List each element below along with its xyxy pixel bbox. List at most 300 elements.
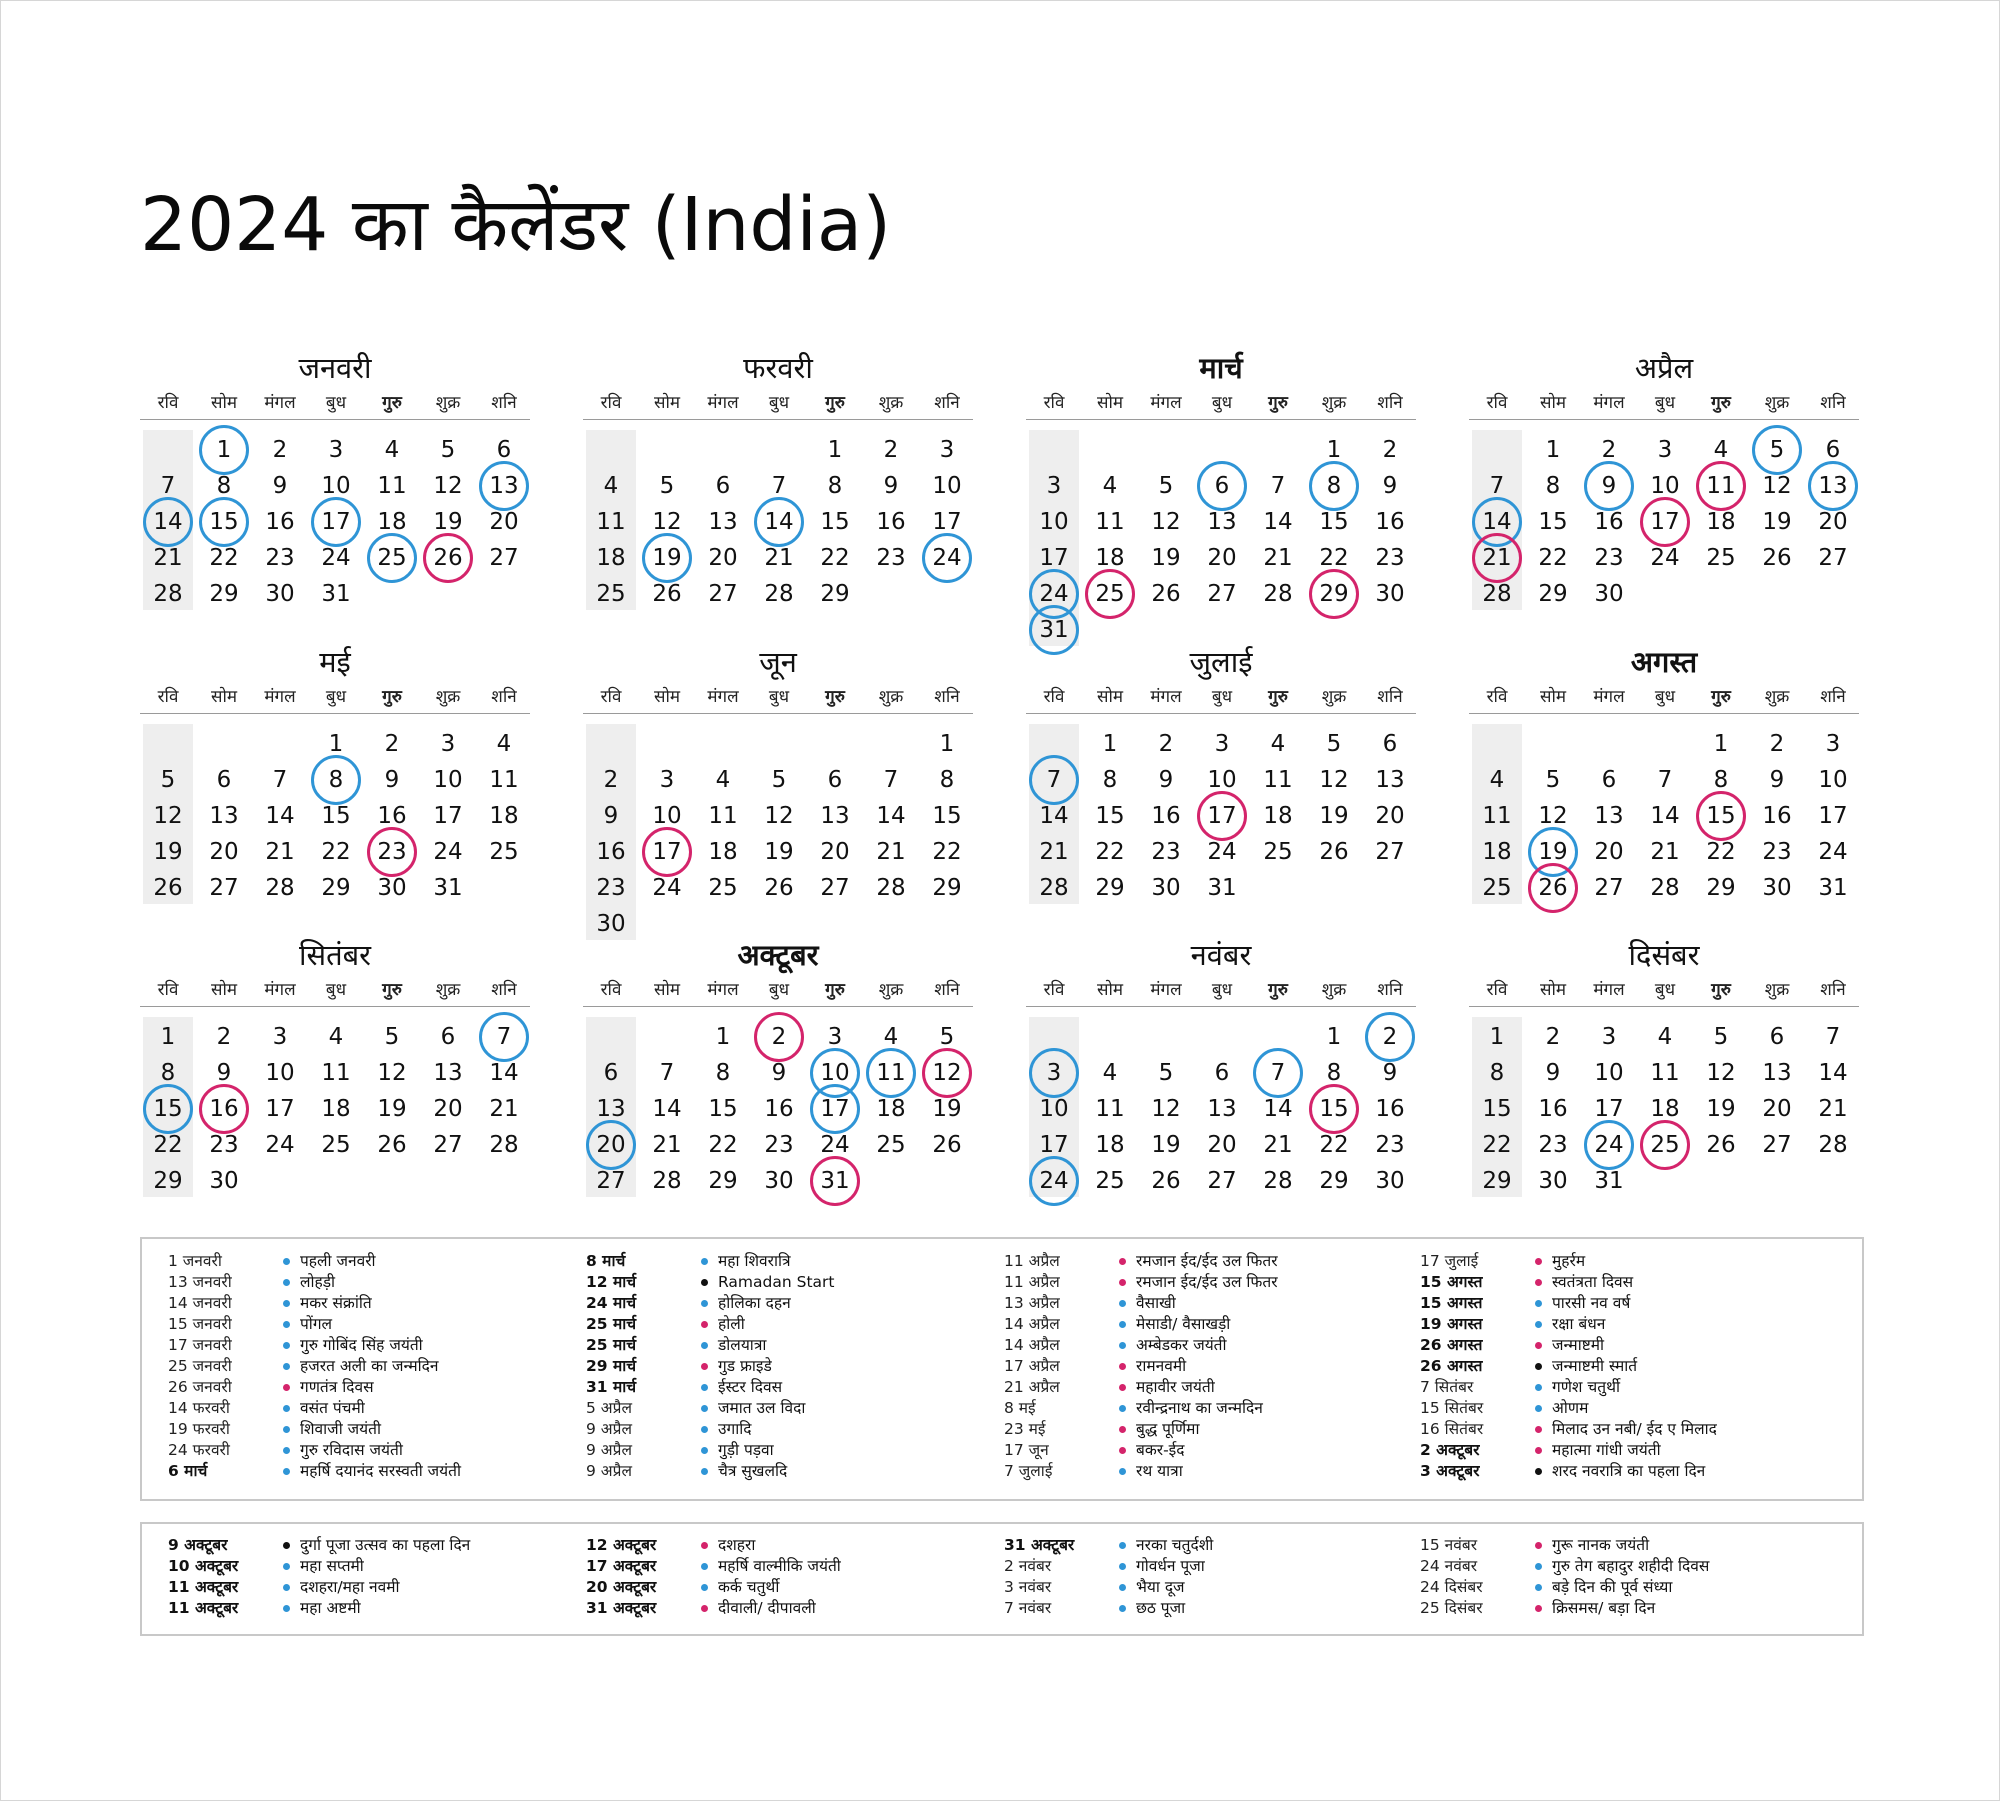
day-cell: 24 [820,1132,850,1158]
holiday-name: गणतंत्र दिवस [300,1378,374,1396]
weekday-label: बुध [768,393,790,413]
weekday-label: मंगल [1150,687,1182,707]
day-cell: 9 [1158,767,1174,793]
day-cell: 11 [708,803,738,829]
weekday-label: सोम [1539,980,1567,1000]
day-cell: 8 [939,767,955,793]
day-cell: 28 [652,1168,682,1194]
holiday-name: डोलयात्रा [718,1336,767,1354]
day-cell: 19 [377,1096,407,1122]
weekday-label: गुरु [1711,393,1731,413]
weekday-label: गुरु [1268,687,1288,707]
holiday-dot [1119,1605,1126,1612]
holiday-dot [1535,1605,1542,1612]
month-5 [140,642,530,932]
holiday-date: 24 फरवरी [168,1441,230,1459]
weekday-label: शुक्र [1321,980,1347,1000]
holiday-name: मकर संक्रांति [300,1294,372,1312]
holiday-date: 13 अप्रैल [1004,1294,1060,1312]
holiday-dot [1535,1447,1542,1454]
holiday-name: दशहरा/महा नवमी [300,1578,400,1596]
day-cell: 21 [652,1132,682,1158]
day-cell: 6 [1601,767,1617,793]
weekday-label: शनि [934,687,960,707]
day-cell: 26 [1319,839,1349,865]
day-cell: 21 [265,839,295,865]
holiday-date: 1 जनवरी [168,1252,222,1270]
day-cell: 16 [1594,509,1624,535]
day-cell: 6 [1194,468,1250,504]
day-cell: 14 [1039,803,1069,829]
day-cell: 21 [1650,839,1680,865]
day-cell: 12 [1538,803,1568,829]
day-cell: 27 [1762,1132,1792,1158]
holiday-date: 15 सितंबर [1420,1399,1484,1417]
day-cell: 27 [1818,545,1848,571]
day-cell: 23 [1762,839,1792,865]
day-cell: 29 [209,581,239,607]
holiday-dot [1535,1342,1542,1349]
holiday-name: बकर-ईद [1136,1441,1185,1459]
day-cell: 16 [1375,509,1405,535]
day-cell: 14 [140,504,196,540]
holiday-date: 17 जुलाई [1420,1252,1479,1270]
day-cell: 23 [209,1132,239,1158]
day-cell: 6 [827,767,843,793]
day-cell: 16 [377,803,407,829]
holiday-date: 24 दिसंबर [1420,1578,1483,1596]
day-cell: 27 [1375,839,1405,865]
day-cell: 25 [364,540,420,576]
weekday-label: शुक्र [878,980,904,1000]
holiday-name: गोवर्धन पूजा [1136,1557,1205,1575]
day-cell: 24 [1581,1127,1637,1163]
holiday-name: महा अष्टमी [300,1599,361,1617]
day-cell: 9 [603,803,619,829]
day-cell: 27 [433,1132,463,1158]
day-cell: 3 [1026,1055,1082,1091]
day-cell: 1 [1713,731,1729,757]
day-cell: 21 [489,1096,519,1122]
day-cell: 29 [1482,1168,1512,1194]
weekday-label: मंगल [1593,980,1625,1000]
holiday-name: दुर्गा पूजा उत्सव का पहला दिन [300,1536,471,1554]
weekday-label: सोम [1096,393,1124,413]
holiday-dot [701,1605,708,1612]
day-cell: 5 [1749,432,1805,468]
day-cell: 11 [489,767,519,793]
holiday-date: 14 अप्रैल [1004,1336,1060,1354]
day-cell: 20 [1594,839,1624,865]
holiday-date: 3 नवंबर [1004,1578,1052,1596]
holiday-name: गुरू नानक जयंती [1552,1536,1650,1554]
holiday-dot [701,1584,708,1591]
month-2 [583,348,973,638]
day-cell: 31 [1818,875,1848,901]
day-cell: 9 [216,1060,232,1086]
holiday-name: गुरु रविदास जयंती [300,1441,403,1459]
day-cell: 5 [440,437,456,463]
day-cell: 29 [820,581,850,607]
day-cell: 30 [265,581,295,607]
holiday-date: 2 अक्टूबर [1420,1441,1480,1459]
holiday-date: 7 जुलाई [1004,1462,1053,1480]
day-cell: 1 [160,1024,176,1050]
holiday-name: रमजान ईद/ईद उल फितर [1136,1252,1278,1270]
holiday-dot [1119,1342,1126,1349]
header-rule [1026,713,1416,714]
day-cell: 1 [1102,731,1118,757]
day-cell: 7 [883,767,899,793]
day-cell: 18 [1095,545,1125,571]
day-cell: 11 [1263,767,1293,793]
day-cell: 25 [708,875,738,901]
month-8 [1469,642,1859,932]
day-cell: 30 [764,1168,794,1194]
header-rule [1469,713,1859,714]
day-cell: 13 [1207,1096,1237,1122]
day-cell: 2 [1769,731,1785,757]
holiday-name: रामनवमी [1136,1357,1187,1375]
day-cell: 21 [876,839,906,865]
holiday-name: रक्षा बंधन [1552,1315,1606,1333]
holiday-list-extra [140,1522,1864,1636]
day-cell: 20 [820,839,850,865]
weekday-label: मंगल [1150,393,1182,413]
day-cell: 22 [209,545,239,571]
holiday-name: गणेश चतुर्थी [1552,1378,1620,1396]
holiday-dot [701,1300,708,1307]
holiday-name: महात्मा गांधी जयंती [1552,1441,1661,1459]
holiday-name: बुद्ध पूर्णिमा [1136,1420,1200,1438]
day-cell: 10 [1594,1060,1624,1086]
holiday-name: हजरत अली का जन्मदिन [300,1357,439,1375]
weekday-label: शनि [934,393,960,413]
holiday-dot [701,1426,708,1433]
day-cell: 10 [1039,1096,1069,1122]
day-cell: 14 [876,803,906,829]
day-cell: 1 [196,432,252,468]
weekday-label: सोम [1096,980,1124,1000]
holiday-name: गुरु गोबिंद सिंह जयंती [300,1336,423,1354]
weekday-label: मंगल [264,980,296,1000]
holiday-name: शिवाजी जयंती [300,1420,381,1438]
holiday-dot [1535,1563,1542,1570]
weekday-label: रवि [157,980,179,1000]
month-11 [1026,935,1416,1225]
month-9 [140,935,530,1225]
day-cell: 1 [1326,437,1342,463]
weekday-label: गुरु [1711,980,1731,1000]
day-cell: 31 [807,1163,863,1199]
day-cell: 14 [1469,504,1525,540]
holiday-dot [1535,1426,1542,1433]
day-cell: 14 [265,803,295,829]
holiday-date: 26 अगस्त [1420,1357,1483,1375]
day-cell: 8 [1326,1060,1342,1086]
holiday-dot [1535,1405,1542,1412]
weekday-label: शुक्र [1764,980,1790,1000]
day-cell: 16 [596,839,626,865]
holiday-date: 25 मार्च [586,1315,637,1333]
day-cell: 9 [1382,1060,1398,1086]
day-cell: 30 [377,875,407,901]
holiday-date: 15 जनवरी [168,1315,232,1333]
holiday-dot [1535,1384,1542,1391]
day-cell: 18 [377,509,407,535]
holiday-name: Ramadan Start [718,1273,835,1291]
holiday-name: कर्क चतुर्थी [718,1578,780,1596]
holiday-dot [283,1405,290,1412]
weekday-label: गुरु [1711,687,1731,707]
day-cell: 2 [1545,1024,1561,1050]
day-cell: 19 [1151,1132,1181,1158]
weekday-label: बुध [325,393,347,413]
weekday-label: शनि [491,980,517,1000]
day-cell: 2 [603,767,619,793]
day-cell: 3 [939,437,955,463]
weekday-label: शनि [1820,393,1846,413]
day-cell: 25 [1082,576,1138,612]
holiday-date: 3 अक्टूबर [1420,1462,1480,1480]
weekday-label: रवि [1486,393,1508,413]
holiday-name: महर्षि दयानंद सरस्वती जयंती [300,1462,461,1480]
day-cell: 27 [708,581,738,607]
day-cell: 12 [1319,767,1349,793]
day-cell: 22 [820,545,850,571]
holiday-name: जन्माष्टमी स्मार्त [1552,1357,1638,1375]
day-cell: 18 [321,1096,351,1122]
day-cell: 17 [1039,545,1069,571]
weekday-label: सोम [210,393,238,413]
day-cell: 10 [1818,767,1848,793]
day-cell: 11 [1095,1096,1125,1122]
day-cell: 4 [384,437,400,463]
day-cell: 2 [751,1019,807,1055]
day-cell: 14 [1650,803,1680,829]
day-cell: 24 [1207,839,1237,865]
day-cell: 5 [1326,731,1342,757]
holiday-date: 17 जनवरी [168,1336,232,1354]
day-cell: 28 [876,875,906,901]
day-cell: 19 [1151,545,1181,571]
day-cell: 10 [807,1055,863,1091]
day-cell: 22 [1706,839,1736,865]
month-3 [1026,348,1416,643]
holiday-date: 25 जनवरी [168,1357,232,1375]
day-cell: 20 [1207,1132,1237,1158]
day-cell: 8 [1306,468,1362,504]
day-cell: 21 [1039,839,1069,865]
day-cell: 17 [265,1096,295,1122]
day-cell: 9 [883,473,899,499]
holiday-name: रथ यात्रा [1136,1462,1183,1480]
day-cell: 2 [1362,1019,1418,1055]
day-cell: 23 [876,545,906,571]
header-rule [1469,1006,1859,1007]
day-cell: 26 [1706,1132,1736,1158]
day-cell: 15 [1538,509,1568,535]
day-cell: 22 [1482,1132,1512,1158]
holiday-dot [701,1363,708,1370]
day-cell: 22 [153,1132,183,1158]
month-7 [1026,642,1416,932]
weekday-label: शुक्र [435,393,461,413]
holiday-name: मेसाडी/ वैसाखड़ी [1136,1315,1231,1333]
holiday-dot [1119,1384,1126,1391]
holiday-name: चैत्र सुखलदि [718,1462,788,1480]
day-cell: 9 [1769,767,1785,793]
holiday-name: जन्माष्टमी [1552,1336,1605,1354]
holiday-dot [1119,1542,1126,1549]
day-cell: 7 [476,1019,532,1055]
day-cell: 1 [1545,437,1561,463]
weekday-label: सोम [1096,687,1124,707]
day-cell: 31 [321,581,351,607]
header-rule [140,419,530,420]
day-cell: 14 [1818,1060,1848,1086]
day-cell: 7 [1250,1055,1306,1091]
day-cell: 16 [1375,1096,1405,1122]
holiday-name: महा शिवरात्रि [718,1252,791,1270]
day-cell: 3 [1046,473,1062,499]
day-cell: 12 [1151,509,1181,535]
day-cell: 3 [1214,731,1230,757]
day-cell: 23 [1375,545,1405,571]
holiday-name: मिलाद उन नबी/ ईद ए मिलाद [1552,1420,1717,1438]
month-name: जनवरी [298,351,372,385]
header-rule [1469,419,1859,420]
holiday-date: 24 नवंबर [1420,1557,1478,1575]
day-cell: 10 [1039,509,1069,535]
day-cell: 11 [863,1055,919,1091]
weekday-label: शनि [1377,687,1403,707]
day-cell: 18 [489,803,519,829]
holiday-name: अम्बेडकर जयंती [1136,1336,1227,1354]
weekday-label: सोम [653,980,681,1000]
holiday-name: पारसी नव वर्ष [1552,1294,1631,1312]
holiday-dot [1535,1300,1542,1307]
day-cell: 29 [1319,1168,1349,1194]
day-cell: 11 [377,473,407,499]
holiday-dot [283,1363,290,1370]
weekday-label: सोम [210,687,238,707]
weekday-label: बुध [1654,393,1676,413]
day-cell: 20 [1818,509,1848,535]
day-cell: 25 [1637,1127,1693,1163]
holiday-dot [701,1563,708,1570]
day-cell: 8 [1713,767,1729,793]
day-cell: 15 [708,1096,738,1122]
day-cell: 20 [1762,1096,1792,1122]
weekday-label: रवि [157,393,179,413]
holiday-date: 29 मार्च [586,1357,637,1375]
holiday-name: बड़े दिन की पूर्व संध्या [1552,1578,1673,1596]
day-cell: 18 [708,839,738,865]
day-cell: 25 [596,581,626,607]
day-cell: 16 [1151,803,1181,829]
day-cell: 29 [1538,581,1568,607]
holiday-dot [701,1384,708,1391]
day-cell: 3 [659,767,675,793]
day-cell: 24 [433,839,463,865]
holiday-dot [283,1426,290,1433]
day-cell: 12 [1706,1060,1736,1086]
weekday-label: शुक्र [1321,393,1347,413]
day-cell: 5 [659,473,675,499]
holiday-name: उगादि [718,1420,752,1438]
holiday-dot [1535,1584,1542,1591]
month-12 [1469,935,1859,1225]
day-cell: 13 [209,803,239,829]
month-4 [1469,348,1859,638]
day-cell: 2 [1382,437,1398,463]
holiday-date: 2 नवंबर [1004,1557,1052,1575]
day-cell: 19 [764,839,794,865]
holiday-date: 15 अगस्त [1420,1294,1483,1312]
header-rule [1026,419,1416,420]
weekday-label: बुध [1654,980,1676,1000]
month-name: अक्टूबर [737,938,819,972]
holiday-dot [701,1321,708,1328]
day-cell: 23 [1151,839,1181,865]
day-cell: 27 [1207,581,1237,607]
day-cell: 6 [216,767,232,793]
day-cell: 15 [932,803,962,829]
weekday-label: गुरु [382,980,402,1000]
day-cell: 4 [1102,473,1118,499]
day-cell: 21 [1469,540,1525,576]
holiday-dot [701,1342,708,1349]
day-cell: 4 [1270,731,1286,757]
day-cell: 8 [308,762,364,798]
holiday-name: वसंत पंचमी [300,1399,365,1417]
weekday-label: बुध [1211,687,1233,707]
weekday-label: रवि [1486,980,1508,1000]
day-cell: 27 [1207,1168,1237,1194]
holiday-dot [1119,1563,1126,1570]
month-name: दिसंबर [1628,938,1700,972]
day-cell: 8 [827,473,843,499]
holiday-dot [283,1584,290,1591]
day-cell: 30 [596,911,626,937]
day-cell: 3 [827,1024,843,1050]
day-cell: 28 [489,1132,519,1158]
holiday-name: नरका चतुर्दशी [1136,1536,1214,1554]
day-cell: 31 [1594,1168,1624,1194]
day-cell: 22 [708,1132,738,1158]
weekday-label: रवि [600,687,622,707]
day-cell: 8 [216,473,232,499]
weekday-label: गुरु [825,980,845,1000]
day-cell: 23 [1538,1132,1568,1158]
holiday-name: मुहर्रम [1552,1252,1586,1270]
holiday-date: 12 अक्टूबर [586,1536,657,1554]
day-cell: 27 [489,545,519,571]
weekday-label: रवि [600,980,622,1000]
holiday-dot [701,1258,708,1265]
day-cell: 18 [876,1096,906,1122]
holiday-dot [283,1384,290,1391]
day-cell: 10 [652,803,682,829]
holiday-name: क्रिसमस/ बड़ा दिन [1552,1599,1656,1617]
holiday-dot [283,1321,290,1328]
holiday-dot [283,1542,290,1549]
day-cell: 6 [1825,437,1841,463]
weekday-label: शनि [1820,980,1846,1000]
day-cell: 9 [1581,468,1637,504]
weekday-label: शुक्र [1764,393,1790,413]
